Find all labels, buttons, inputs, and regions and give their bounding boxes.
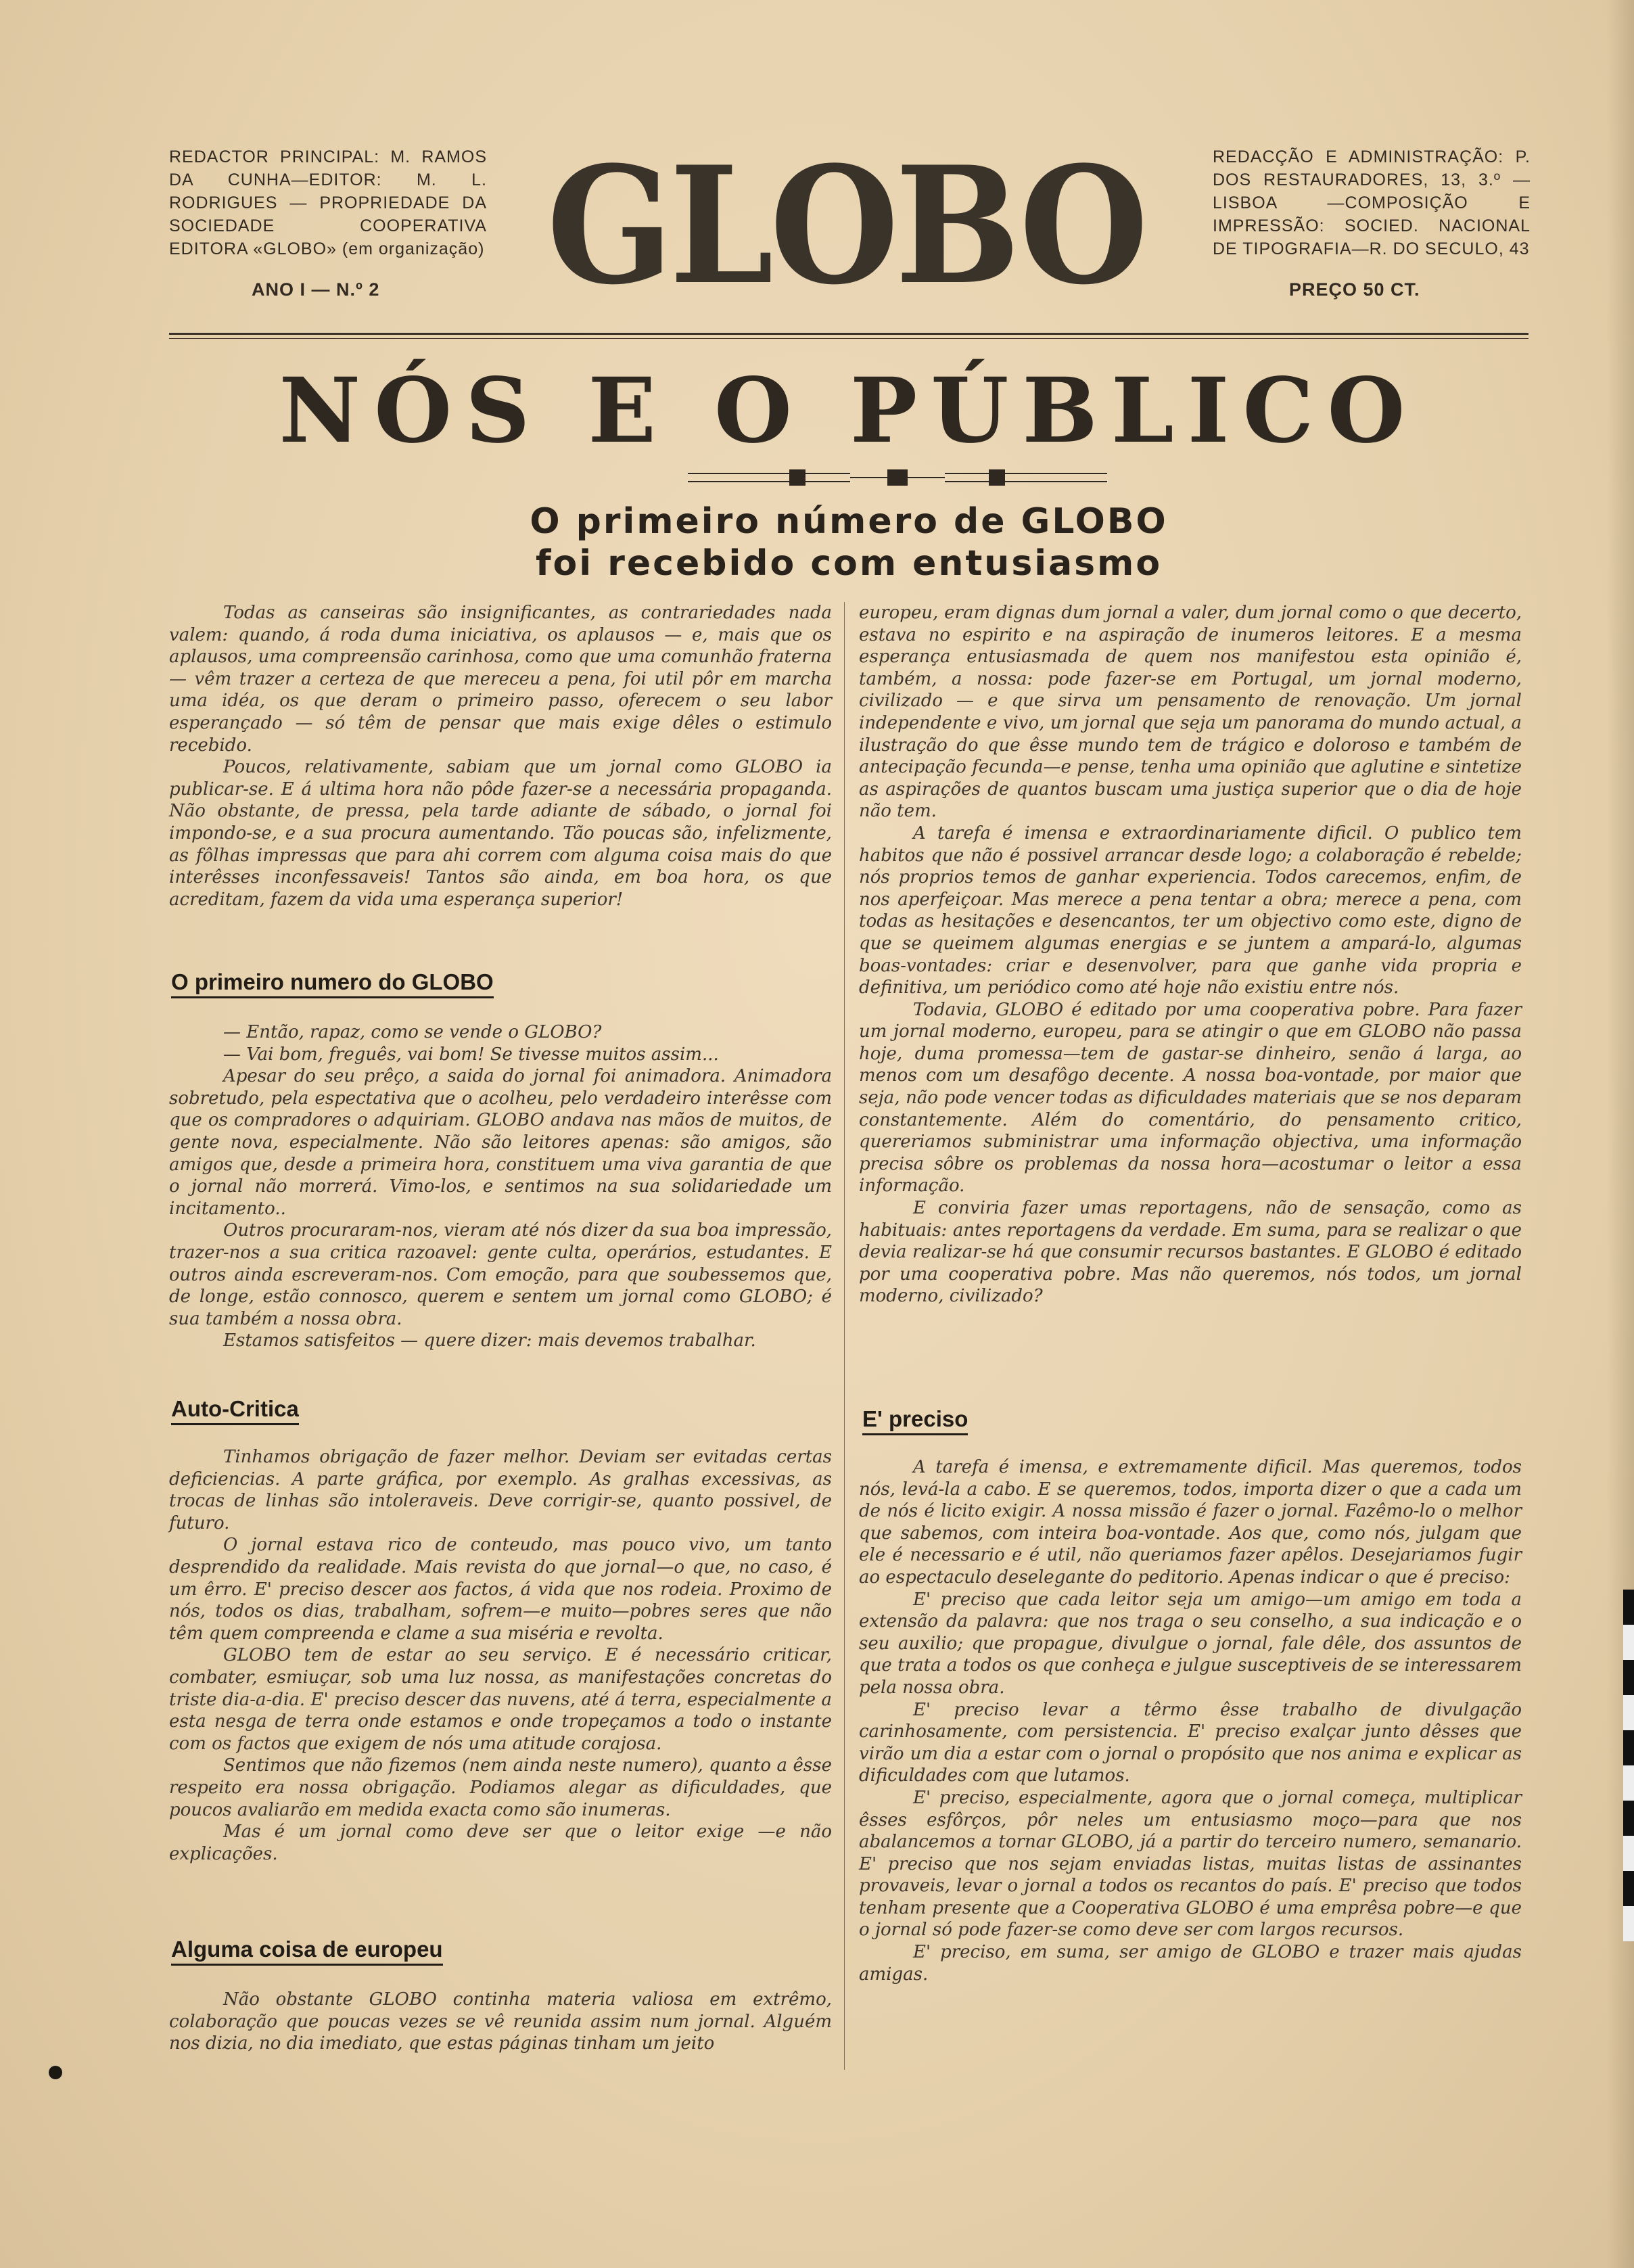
punch-hole — [49, 2066, 62, 2079]
section-title-auto-critica: Auto-Critica — [171, 1395, 299, 1425]
subheadline-line-1: O primeiro número de GLOBO — [530, 501, 1168, 542]
right-column-section-4 — [859, 1456, 1522, 1985]
paragraph: Estamos satisfeitos — quere dizer: mais devemos trabalhar. — [223, 1330, 756, 1351]
masthead-left-info: REDACTOR PRINCIPAL: M. RAMOS DA CUNHA—EDITOR: M. L. RODRIGUES — PROPRIEDADE DA SOCIEDADE COOPERATIVA EDITORA «GLOBO» (em organização) — [169, 147, 487, 258]
masthead-right-info: REDACÇÃO E ADMINISTRAÇÃO: P. DOS RESTAURADORES, 13, 3.º —LISBOA —COMPOSIÇÃO E IMPRESSÃO: SOCIED. NACIONAL DE TIPOGRAFIA—R. DO SECULO, 43 — [1213, 147, 1531, 258]
paragraph: E' preciso que cada leitor seja um amigo—um amigo em toda a extensão da palavra: que nos traga o seu conselho, a sua indicação e o seu auxilio; que propague, divulgue o jornal, fale dêle, dos assuntos de que trata a todos os que conheça e julgue susceptiveis de se interessarem pela nossa obra. — [859, 1589, 1522, 1698]
section-title-e-preciso: E' preciso — [862, 1406, 968, 1435]
masthead-rule-thin — [169, 338, 1528, 339]
paragraph: Tinhamos obrigação de fazer melhor. Deviam ser evitadas certas deficiencias. A parte gráfica, por exemplo. As gralhas excessivas, as trocas de linhas são intoleraveis. Deve corrigir-se, quanto possivel, de futuro. — [169, 1447, 832, 1533]
paragraph: E' preciso, em suma, ser amigo de GLOBO e trazer mais ajudas amigas. — [859, 1942, 1522, 1985]
newspaper-logo: GLOBO — [546, 132, 1145, 321]
scale-ruler — [1623, 1590, 1634, 1941]
left-column-section-3 — [169, 1989, 832, 2055]
left-column-intro — [169, 602, 832, 910]
masthead-rule — [169, 333, 1528, 335]
subheadline-line-2: foi recebido com entusiasmo — [535, 543, 1163, 584]
issue-number: ANO I — N.º 2 — [252, 279, 380, 300]
paragraph: — Então, rapaz, como se vende o GLOBO? — [223, 1022, 602, 1042]
headline-ornament — [688, 465, 1107, 490]
paragraph: europeu, eram dignas dum jornal a valer, dum jornal como o que decerto, estava no espirito e na aspiração de inumeros leitores. E a mesma esperança entusiasmada de quem nos manifestou esta opinião é, também, a nossa: pode fazer-se em Portugal, um jornal moderno, civilizado — e que sirva um pensamento de renovação. Um jornal independente e vivo, um jornal que seja um panorama do mundo actual, a ilustração do que êsse mundo tem de trágico e doloroso e também de antecipação fecunda—e pense, tenha uma opinião que aglutine e sintetize as aspirações de quantos buscam uma justiça superior que o dia de hoje não tem. — [859, 603, 1522, 822]
paragraph: Sentimos que não fizemos (nem ainda neste numero), quanto a êsse respeito era nossa obrigação. Podiamos alegar as dificuldades, que poucos avaliarão em medida exacta como são inumeras. — [169, 1755, 832, 1820]
paragraph: O jornal estava rico de conteudo, mas pouco vivo, um tanto desprendido da realidade. Mais revista do que jornal—o que, no caso, é um êrro. E' preciso descer aos factos, á vida que nos rodeia. Proximo de nós, todos os dias, trabalham, sofrem—e muito—pobres seres que não têm quem compreenda e clame a sua miséria e revolta. — [169, 1535, 832, 1644]
section-title-europeu: Alguma coisa de europeu — [171, 1936, 443, 1966]
left-column-section-1 — [169, 1021, 832, 1352]
paragraph: Todas as canseiras são insignificantes, as contrariedades nada valem: quando, á roda duma iniciativa, os aplausos — e, mais que os aplausos, uma compreensão carinhosa, como que uma comunhão fraterna — vêm trazer a certeza de que mereceu a pena, foi util pôr em marcha uma idéa, os que deram o primeiro passo, oferecem o seu labor esperançado — só têm de pensar que mais exige dêles o estimulo recebido. — [169, 603, 832, 756]
column-divider — [844, 602, 845, 2070]
section-title-primeiro-numero: O primeiro numero do GLOBO — [171, 969, 494, 998]
subheadline — [169, 501, 1528, 584]
paragraph: — Vai bom, freguês, vai bom! Se tivesse muitos assim... — [223, 1044, 719, 1065]
paragraph: A tarefa é imensa e extraordinariamente dificil. O publico tem habitos que não é possivel arrancar desde logo; a colaboração é rebelde; nós proprios temos de ganhar experiencia. Todos carecemos, enfim, de nos aperfeiçoar. Mas merece a pena tentar a obra; merece a pena, com todas as hesitações e desencantos, ter um objectivo como este, digno de que se queimem algumas energias e se juntem a ampará-lo, algumas boas-vontades: criar e desenvolver, para que ganhe vida propria e definitiva, um periódico como até hoje não existiu entre nós. — [859, 823, 1522, 998]
paragraph: Todavia, GLOBO é editado por uma cooperativa pobre. Para fazer um jornal moderno, europeu, para se atingir o que em GLOBO não passa hoje, duma promessa—tem de gastar-se dinheiro, senão á larga, ao menos com um desafôgo decente. A nossa boa-vontade, por maior que seja, não pode vencer todas as dificuldades materiais que se nos deparam constantemente. Além do comentário, do pensamento critico, quereriamos subministrar uma informação objectiva, uma informação precisa sôbre os problemas da nossa hora—acostumar o leitor a essa informação. — [859, 999, 1522, 1197]
left-column-section-2 — [169, 1446, 832, 1865]
paragraph: Apesar do seu prêço, a saida do jornal foi animadora. Animadora sobretudo, pela espectativa que o acolheu, pelo verdadeiro interêsse com que os compradores o adquiriam. GLOBO andava nas mãos de muitos, de gente nova, especialmente. Não são leitores apenas: são amigos, são amigos que, desde a primeira hora, constituem uma viva garantia de que o jornal não morrerá. Vimo-los, e sentimos na sua solidariedade um incitamento.. — [169, 1066, 832, 1219]
paragraph: E conviria fazer umas reportagens, não de sensação, como as habituais: antes reportagens da verdade. Em suma, para se realizar o que devia realizar-se há que consumir recursos bastantes. E GLOBO é editado por uma cooperativa pobre. Mas não queremos, nós todos, um jornal moderno, civilizado? — [859, 1198, 1522, 1307]
paragraph: Não obstante GLOBO continha materia valiosa em extrêmo, colaboração que poucas vezes se vê reunida assim num jornal. Alguém nos dizia, no dia imediato, que estas páginas tinham um jeito — [169, 1989, 832, 2054]
paragraph: Outros procuraram-nos, vieram até nós dizer da sua boa impressão, trazer-nos a sua critica razoavel: gente culta, operários, estudantes. E outros ainda escreveram-nos. Com emoção, para que soubessemos que, de longe, estão connosco, querem e sentem um jornal como GLOBO; é sua também a nossa obra. — [169, 1220, 832, 1329]
paragraph: GLOBO tem de estar ao seu serviço. E é necessário criticar, combater, esmiuçar, sob uma luz nossa, as manifestações concretas do triste dia-a-dia. E' preciso descer das nuvens, até á terra, especialmente a esta nesga de terra onde estamos e onde tropeçamos a todo o instante com os factos que exigem de nós uma atitude corajosa. — [169, 1645, 832, 1754]
right-column-continuation — [859, 602, 1522, 1307]
main-headline: NÓS E O PÚBLICO — [279, 358, 1419, 463]
paragraph: Poucos, relativamente, sabiam que um jornal como GLOBO ia publicar-se. E á ultima hora não pôde fazer-se a necessária propaganda. Não obstante, de pressa, pela tarde adiante de sábado, o jornal foi impondo-se, e a sua procura aumentando. Tão poucas são, infelizmente, as fôlhas impressas que para ahi correm com alguma coisa mais do que interêsses inconfessaveis! Tantos são ainda, em boa hora, os que acreditam, fazem da vida uma esperança superior! — [169, 757, 832, 910]
paragraph: E' preciso, especialmente, agora que o jornal começa, multiplicar êsses esfôrços, pôr neles um entusiasmo moço—para que nos abalancemos a tornar GLOBO, já a partir do terceiro numero, semanario. E' preciso que nos sejam enviadas listas, muitas listas de assinantes provaveis, levar o jornal a todos os recantos do país. E' preciso que todos tenham presente que a Cooperativa GLOBO é uma emprêsa pobre—e que o jornal só pode fazer-se como deve ser com largos recursos. — [859, 1787, 1522, 1941]
paragraph: E' preciso levar a têrmo êsse trabalho de divulgação carinhosamente, com persistencia. E' preciso exalçar junto dêsses que virão um dia a estar com o jornal o propósito que nos anima e explicar as dificuldades com que lutamos. — [859, 1699, 1522, 1786]
paragraph: Mas é um jornal como deve ser que o leitor exige —e não explicações. — [169, 1822, 832, 1864]
issue-price: PREÇO 50 CT. — [1289, 279, 1420, 300]
paragraph: A tarefa é imensa, e extremamente dificil. Mas queremos, todos nós, levá-la a cabo. E se queremos, todos, importa dizer o que a cada um de nós é licito exigir. A nossa missão é fazer o jornal. Fazêmo-lo o melhor que sabemos, com inteira boa-vontade. Aos que, como nós, julgam que ele é necessario e é util, não queriamos fazer apêlos. Desejariamos fugir ao espectaculo deselegante do peditorio. Apenas indicar o que é preciso: — [859, 1457, 1522, 1588]
